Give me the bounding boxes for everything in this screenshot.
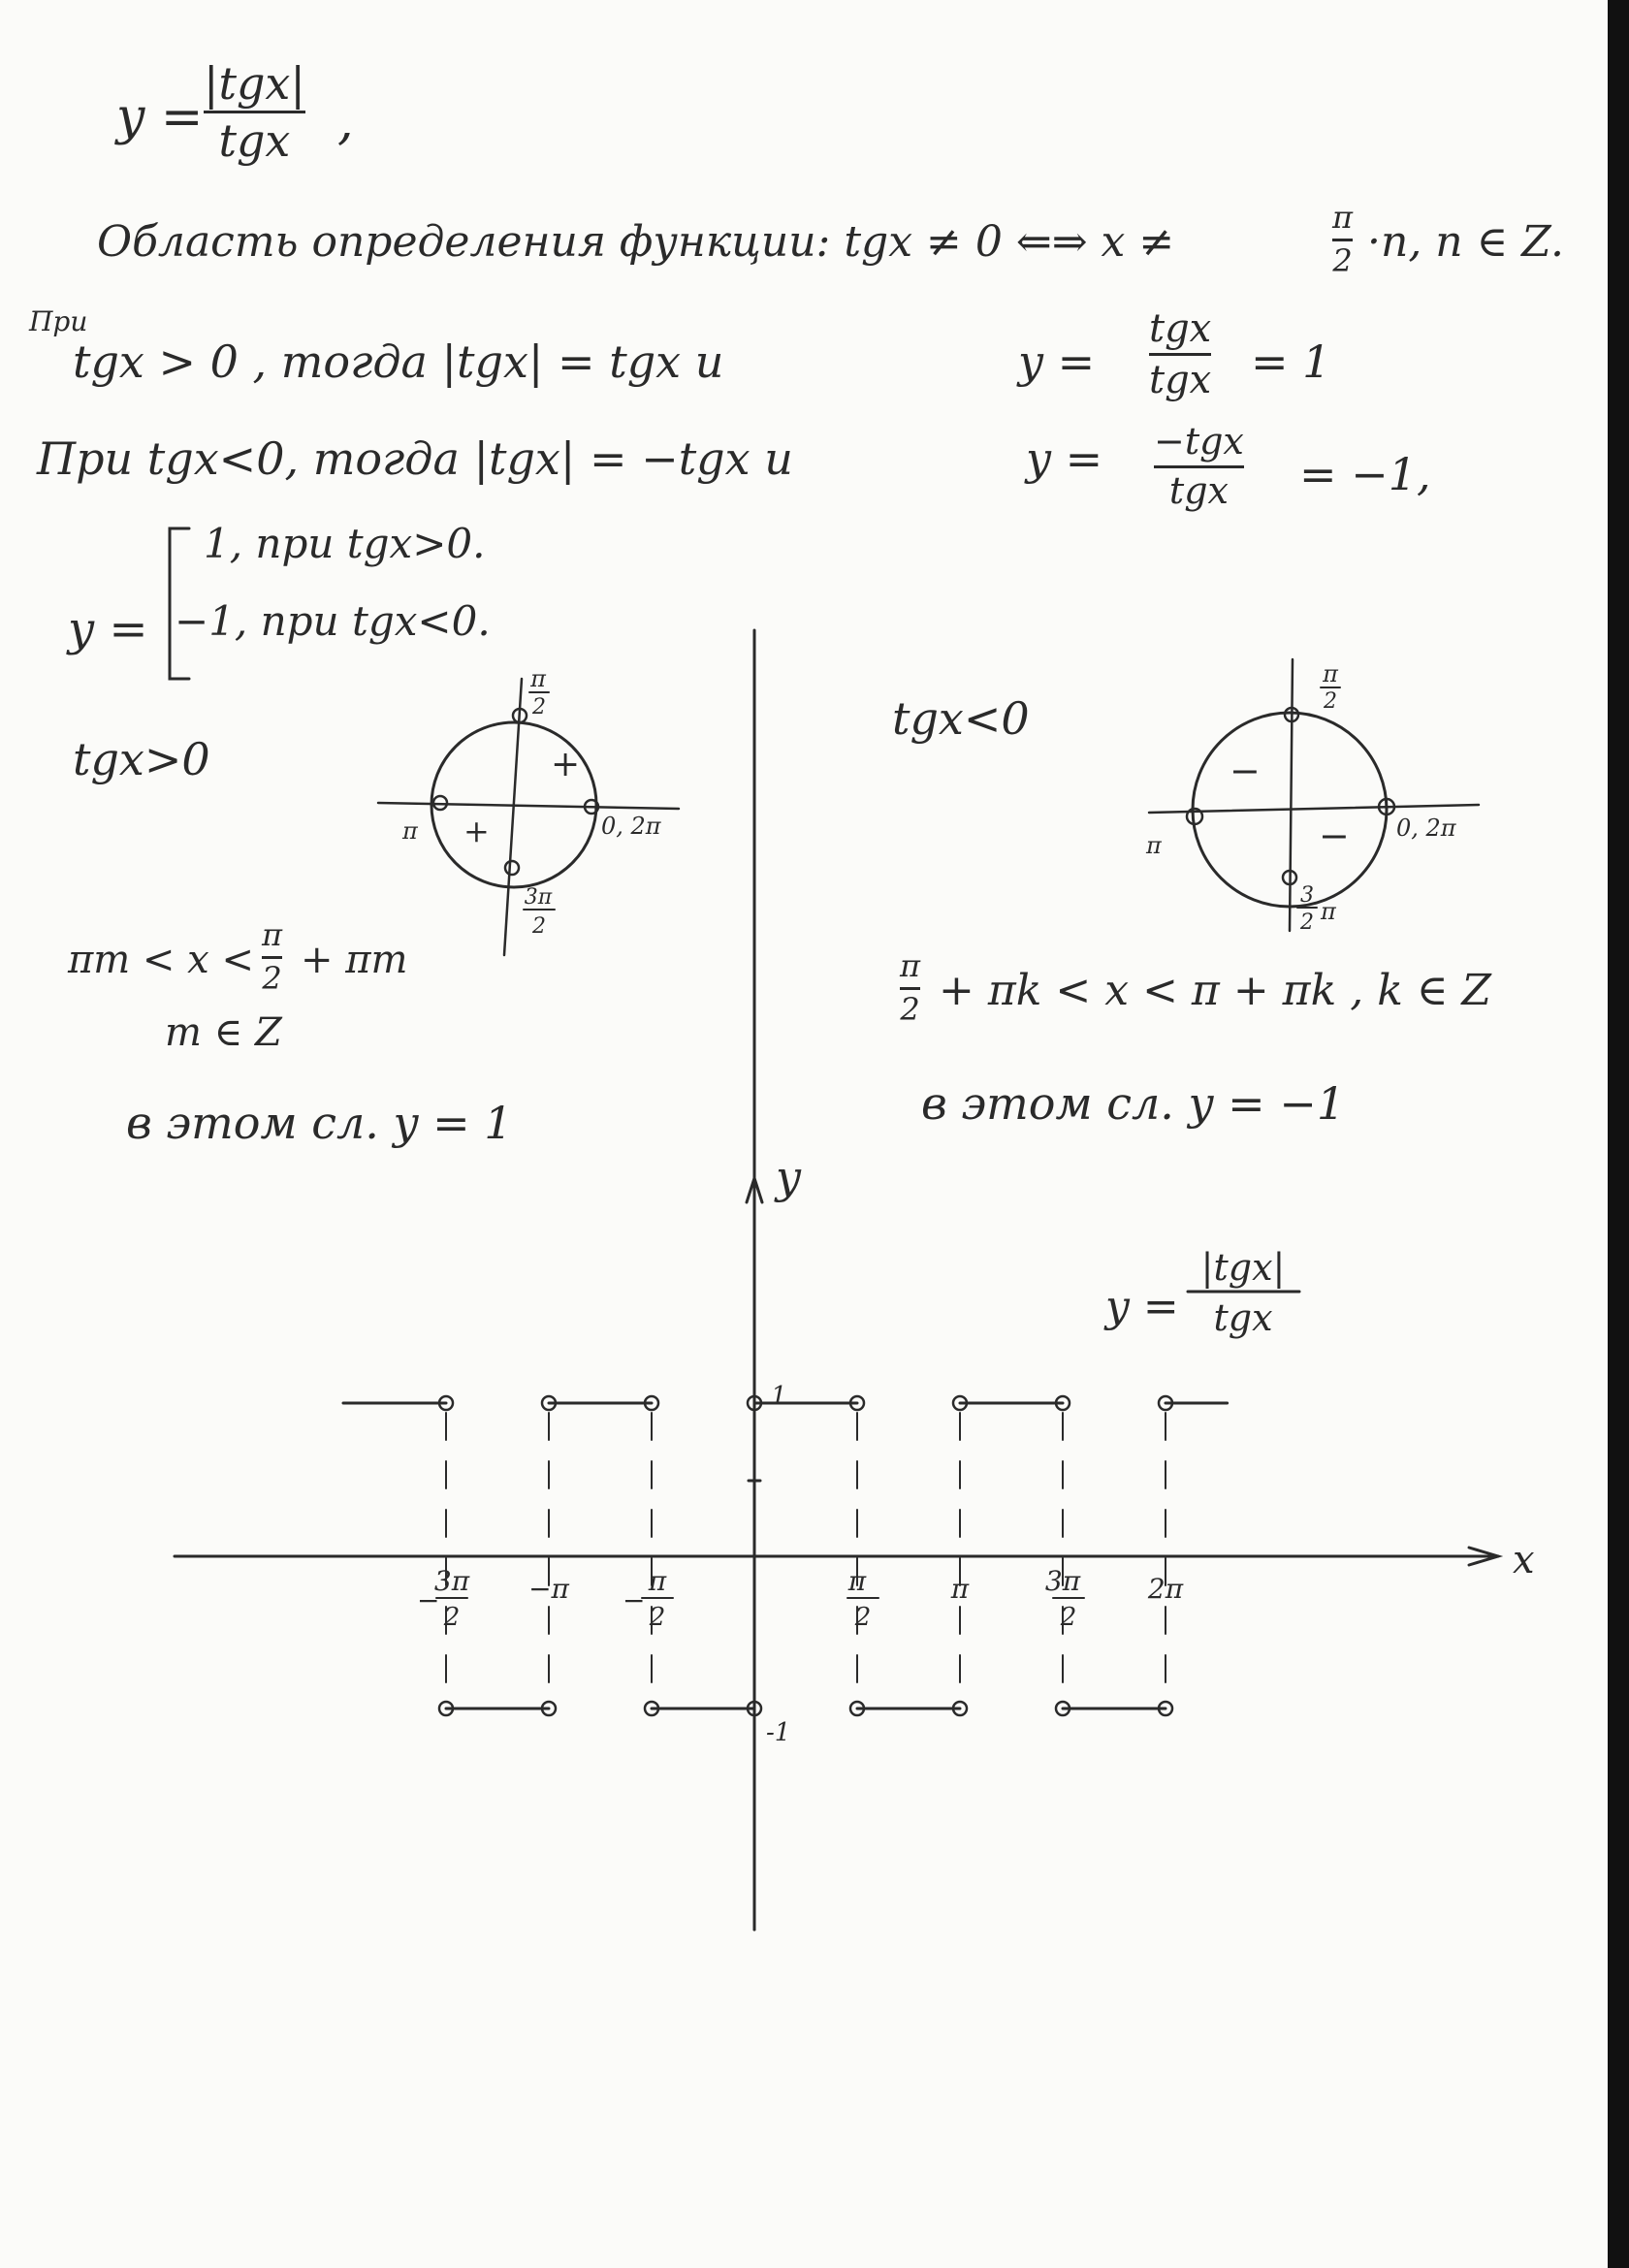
right-label-zero: 0, 2π	[1396, 815, 1456, 842]
graph-title-num: |tgx|	[1200, 1246, 1286, 1289]
x-tick-den: 2	[1060, 1603, 1077, 1632]
right-label-pi: π	[1146, 832, 1162, 859]
left-interval-fraction: π 2	[262, 916, 283, 997]
right-condition: tgx<0	[892, 692, 1030, 745]
left-bottom-den: 2	[532, 914, 546, 939]
left-bottom-num: 3π	[524, 885, 553, 910]
left-m-set: m ∈ Z	[165, 1010, 282, 1055]
left-result: в этом сл. y = 1	[126, 1097, 513, 1149]
x-tick-label: π	[847, 1565, 867, 1597]
system-line2: −1, при tgx<0.	[175, 597, 491, 645]
right-top-den: 2	[1324, 689, 1337, 714]
x-tick-label: −π	[528, 1573, 569, 1605]
tick-label-1: 1	[771, 1382, 787, 1411]
tick-label-minus1: -1	[766, 1718, 791, 1747]
right-sign-q2: −	[1230, 750, 1261, 792]
function-numerator: |tgx|	[204, 57, 305, 110]
x-tick-den: 2	[443, 1603, 461, 1632]
x-tick-sign: −	[623, 1584, 646, 1616]
case1-condition: tgx > 0 , тогда |tgx| = tgx и	[73, 335, 724, 388]
graph-title-den: tgx	[1213, 1296, 1273, 1339]
left-interval: πm < x <	[68, 938, 254, 982]
system-bracket	[170, 528, 189, 679]
domain-tail: ·n, n ∈ Z.	[1367, 217, 1564, 267]
left-condition: tgx>0	[73, 733, 210, 785]
case2-condition: При tgx<0, тогда |tgx| = −tgx и	[37, 432, 793, 485]
domain-text: Область определения функции: tgx ≠ 0 ⇐⇒ x ≠	[97, 217, 1175, 267]
left-sign-q3: +	[463, 813, 490, 849]
function-y-label: y =	[116, 88, 204, 146]
left-point-bottom	[505, 861, 519, 875]
system-line1: 1, при tgx>0.	[204, 520, 486, 567]
x-tick-sign: −	[417, 1584, 440, 1616]
case2-result: = −1,	[1299, 448, 1431, 500]
graph-title-y: y =	[1105, 1282, 1179, 1331]
left-sign-q1: +	[551, 745, 581, 784]
x-tick-den: 2	[854, 1603, 872, 1632]
graph	[175, 1173, 1498, 1930]
left-vertical-axis	[504, 679, 522, 955]
domain-fraction: π 2	[1332, 199, 1354, 279]
x-tick-den: 2	[649, 1603, 666, 1632]
system-y: y =	[68, 602, 148, 656]
case2-fraction: −tgx tgx	[1154, 420, 1244, 512]
right-result: в этом сл. y = −1	[921, 1077, 1346, 1130]
axis-x-label: x	[1513, 1538, 1535, 1582]
right-interval: + πk < x < π + πk , k ∈ Z	[939, 966, 1492, 1015]
function-comma: ,	[337, 93, 354, 151]
right-bottom-suffix: π	[1321, 898, 1336, 925]
left-label-zero: 0, 2π	[601, 813, 661, 840]
left-interval-tail: + πm	[301, 938, 408, 982]
case1-result: = 1	[1251, 335, 1331, 388]
axis-y-label: y	[776, 1151, 801, 1203]
right-interval-fraction: π 2	[900, 947, 921, 1028]
x-tick-label: 3π	[1044, 1565, 1081, 1597]
right-sign-q4: −	[1319, 815, 1350, 857]
right-top-num: π	[1323, 660, 1338, 687]
x-tick-label: 2π	[1147, 1573, 1184, 1605]
case1-pri: При	[29, 305, 88, 337]
left-label-pi: π	[402, 817, 418, 845]
case2-y: y =	[1026, 432, 1103, 485]
case1-y: y =	[1018, 335, 1096, 388]
function-denominator: tgx	[218, 114, 291, 168]
left-top-den: 2	[532, 695, 546, 719]
x-tick-label: π	[950, 1573, 970, 1605]
right-unit-circle	[1149, 659, 1479, 931]
right-bottom-den: 2	[1300, 910, 1314, 935]
right-vertical-axis	[1290, 659, 1293, 931]
case1-fraction: tgx tgx	[1149, 306, 1212, 402]
x-tick-label: 3π	[433, 1565, 470, 1597]
right-bottom-num: 3	[1300, 883, 1314, 908]
x-tick-label: π	[648, 1565, 667, 1597]
left-top-num: π	[530, 665, 546, 692]
left-horizontal-axis	[378, 803, 679, 809]
